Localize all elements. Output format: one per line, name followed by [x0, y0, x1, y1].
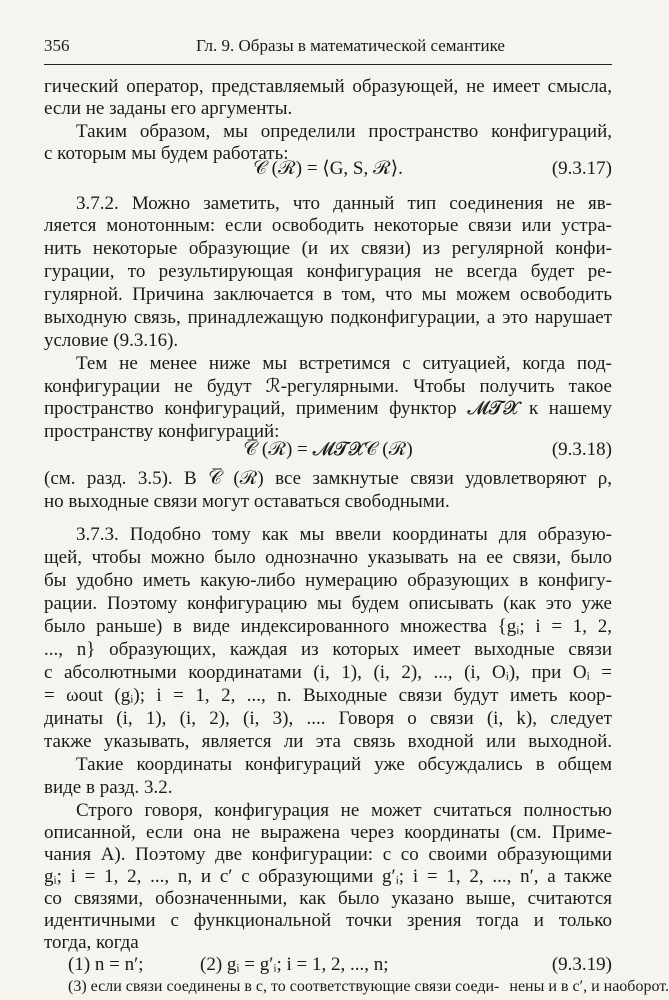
text-line: описанной, если она не выражена через координаты (см. Приме- — [44, 822, 612, 843]
text-line: щей, чтобы можно было однозначно указывать на ее связи, было — [44, 547, 612, 568]
text-line: также указывать, является ли эта связь входной или выходной. — [44, 731, 612, 752]
text-line: с абсолютными координатами (i, 1), (i, 2), ..., (i, Oᵢ), при Oᵢ = — [44, 662, 612, 683]
text-line: (см. разд. 3.5). В 𝒞̅ (ℛ) все замкнутые связи удовлетворяют ρ, — [44, 468, 612, 489]
condition-3-wrapper — [68, 976, 669, 998]
condition-1: (1) n = n′; — [68, 954, 144, 975]
text-line: бы удобно иметь какую-либо нумерацию образующих в конфигу- — [44, 570, 612, 591]
chapter-title: Гл. 9. Образы в математической семантике — [196, 36, 505, 55]
condition-2: (2) gᵢ = g′ᵢ; i = 1, 2, ..., n; — [200, 954, 389, 975]
text-line: нить некоторые образующие (и их связи) из регулярной конфи- — [44, 238, 612, 259]
text-line: конфигурации не будут ℛ-регулярными. Чтобы получить такое — [44, 376, 612, 397]
text-line: виде в разд. 3.2. — [44, 777, 173, 798]
condition-3-line-2: нены и в c′, и наоборот. — [509, 978, 669, 995]
text-line: = ωout (gᵢ); i = 1, 2, ..., n. Выходные связи будут иметь коор- — [44, 685, 612, 706]
condition-3-line-1: (3) если связи соединены в c, то соответствующие связи соеди- — [68, 978, 500, 995]
text-line: со связями, обозначенными, как было указано выше, считаются — [44, 888, 612, 909]
text-line: пространство конфигураций, применим функтор 𝓜𝓣𝓧 к нашему — [44, 398, 612, 419]
text-line: Тем не менее ниже мы встретимся с ситуацией, когда под- — [76, 353, 612, 374]
text-line: было раньше) в виде индексированного множества {gᵢ; i = 1, 2, — [44, 616, 612, 637]
text-line: 3.7.3. Подобно тому как мы ввели координаты для образую- — [76, 524, 612, 545]
equation-number: (9.3.19) — [551, 954, 612, 975]
text-line: условие (9.3.16). — [44, 330, 179, 351]
page-number: 356 — [44, 36, 70, 55]
text-line: рации. Поэтому конфигурацию мы будем описывать (как это уже — [44, 593, 612, 614]
equation-9-3-18: 𝒞̅ (ℛ) = 𝓜𝓣𝓧𝒞 (ℛ) — [243, 439, 413, 460]
text-line: с которым мы будем работать: — [44, 143, 289, 164]
text-line: гурации, то результирующая конфигурация не всегда будет ре- — [44, 261, 612, 282]
text-line: 3.7.2. Можно заметить, что данный тип соединения не яв- — [76, 193, 612, 214]
text-line: гулярной. Причина заключается в том, что мы можем освободить — [44, 284, 612, 305]
text-line: выходную связь, принадлежащую подконфигурации, а это нарушает — [44, 307, 612, 328]
text-line: Таким образом, мы определили пространство конфигураций, — [76, 121, 612, 142]
text-line: ляется монотонным: если освободить некоторые связи или устра- — [44, 215, 612, 236]
header-rule — [44, 64, 612, 65]
text-line: Такие координаты конфигураций уже обсуждались в общем — [76, 754, 612, 775]
text-line: если не заданы его аргументы. — [44, 98, 293, 119]
text-line: но выходные связи могут оставаться свободными. — [44, 491, 450, 512]
text-line: динаты (i, 1), (i, 2), (i, 3), .... Говоря о связи (i, k), следует — [44, 708, 612, 729]
text-line: Строго говоря, конфигурация не может считаться полностью — [76, 800, 612, 821]
text-line: чания А). Поэтому две конфигурации: c со своими образующими — [44, 844, 612, 865]
text-line: gᵢ; i = 1, 2, ..., n, и c′ с образующими g′ᵢ; i = 1, 2, ..., n′, а также — [44, 866, 612, 887]
equation-number: (9.3.18) — [551, 439, 612, 460]
running-header — [44, 36, 612, 60]
text-line: идентичными с функциональной точки зрения тогда и только — [44, 910, 612, 931]
text-line: гический оператор, представляемый образующей, не имеет смысла, — [44, 76, 612, 97]
equation-number: (9.3.17) — [551, 158, 612, 179]
equation-9-3-17: 𝒞 (ℛ) = ⟨G, S, ℛ⟩. — [253, 158, 403, 179]
text-line: пространству конфигураций: — [44, 421, 280, 442]
text-line: ..., n} образующих, каждая из которых имеет выходные связи — [44, 639, 612, 660]
text-line: тогда, когда — [44, 932, 139, 953]
